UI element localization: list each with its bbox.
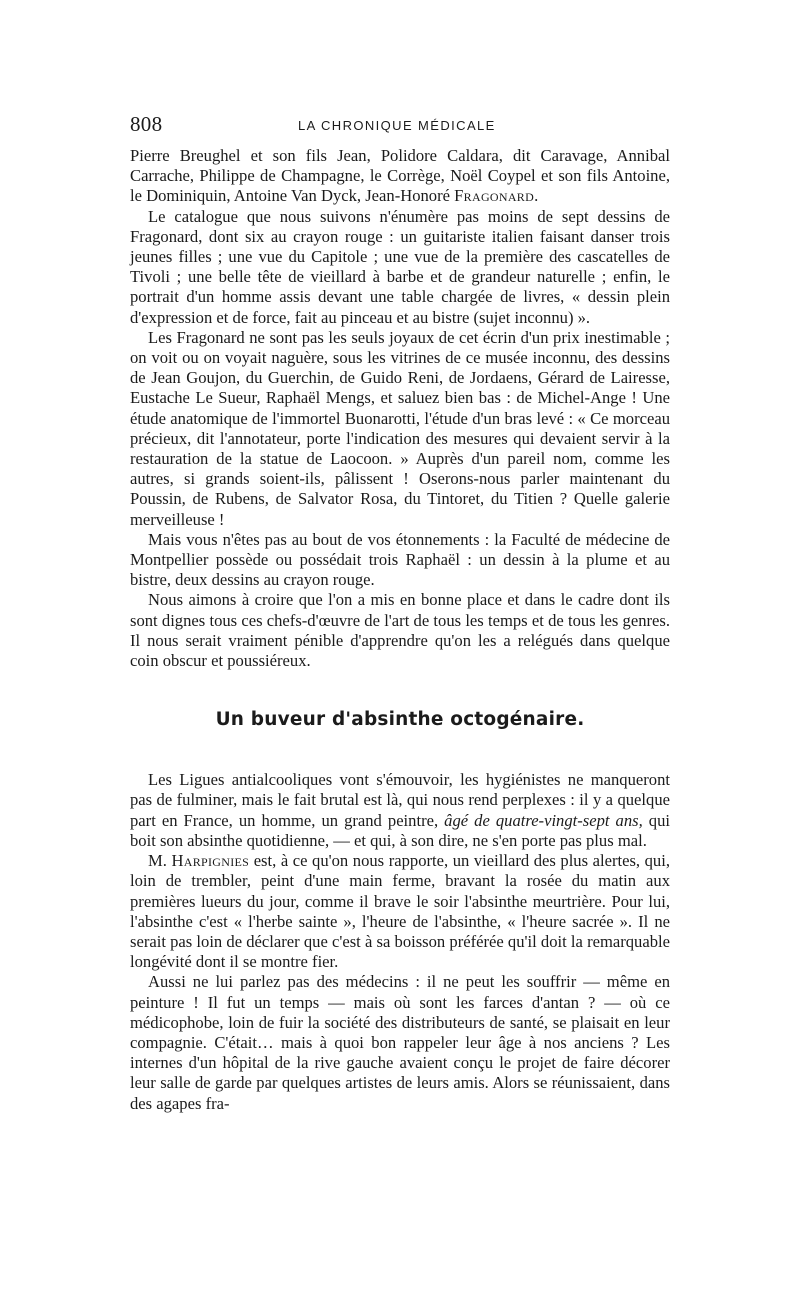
paragraph-prefix: M. xyxy=(148,851,172,871)
paragraph: Nous aimons à croire que l'on a mis en bonne place et dans le cadre dont ils sont dignes tous ces chefs-d'œuvre de l'art de tous les temps et de tous les genres. Il nous serait vraiment pénible d'apprendre qu'on les a relégués dans quelque coin obscur et poussiéreux. xyxy=(130,590,670,671)
person-name-smallcaps: Harpignies xyxy=(171,851,250,871)
paragraph-text: est, à ce qu'on nous rapporte, un vieillard des plus alertes, qui, loin de trembler, peint d'une main ferme, bravant la rosée du matin aux premières lueurs du jour, comme il brave le soir l'absinthe meurtrière. Pour lui, l'absinthe c'est « l'herbe sainte », l'heure de l'absinthe, « l'heure sacrée ». Il ne serait pas loin de déclarer que c'est à sa boisson préférée qu'il doit la remarquable longévité dont il se montre fier. xyxy=(130,851,670,972)
article-body xyxy=(130,770,670,1113)
article-continuation xyxy=(130,146,670,671)
italic-phrase: âgé de quatre-vingt-sept ans, xyxy=(444,810,643,830)
running-head xyxy=(130,112,670,142)
paragraph: Le catalogue que nous suivons n'énumère pas moins de sept dessins de Fragonard, dont six au crayon rouge : un guitariste italien faisant danser trois jeunes filles ; une vue du Capitole ; une vue de la première des cascatelles de Tivoli ; une belle tête de vieillard à barbe et de grandeur naturelle ; enfin, le portrait d'un homme assis devant une table chargée de livres, « dessin plein d'expression et de force, fait au pinceau et au bistre (sujet inconnu) ». xyxy=(130,206,670,327)
section-title: Un buveur d'absinthe octogénaire. xyxy=(215,709,585,731)
book-page xyxy=(130,112,670,1114)
paragraph xyxy=(130,146,670,207)
paragraph-text: Les Ligues antialcooliques vont s'émouvoir, les hygiénistes ne manqueront pas de fulminer, mais le fait brutal est là, qui nous rend perplexes : il y a quelque part en France, un homme, un grand peintre, xyxy=(130,770,670,830)
paragraph xyxy=(130,770,670,851)
artist-name-smallcaps: Fragonard. xyxy=(454,186,539,206)
paragraph xyxy=(130,851,670,972)
paragraph: Mais vous n'êtes pas au bout de vos étonnements : la Faculté de médecine de Montpellier possède ou possédait trois Raphaël : un dessin à la plume et au bistre, deux dessins au crayon rouge. xyxy=(130,529,670,590)
paragraph-text: Pierre Breughel et son fils Jean, Polidore Caldara, dit Caravage, Annibal Carrache, Philippe de Champagne, le Corrège, Noël Coypel et son fils Antoine, le Dominiquin, Antoine Van Dyck, Jean-Honoré xyxy=(130,146,670,206)
journal-title: LA CHRONIQUE MÉDICALE xyxy=(298,118,496,133)
paragraph: Aussi ne lui parlez pas des médecins : il ne peut les souffrir — même en peinture ! Il fut un temps — mais où sont les farces d'antan ? — où ce médicophobe, loin de fuir la société des distributeurs de santé, se plaisait en leur compagnie. C'était… mais à quoi bon rappeler leur âge à nos anciens ? Les internes d'un hôpital de la rive gauche avaient conçu le projet de faire décorer leur salle de garde par quelques artistes de leurs amis. Alors se réunissaient, dans des agapes fra- xyxy=(130,972,670,1113)
paragraph: Les Fragonard ne sont pas les seuls joyaux de cet écrin d'un prix inestimable ; on voit ou on voyait naguère, sous les vitrines de ce musée inconnu, des dessins de Jean Goujon, du Guerchin, de Guido Reni, de Jordaens, Gérard de Lairesse, Eustache Le Sueur, Raphaël Mengs, et saluez bien bas : de Michel-Ange ! Une étude anatomique de l'immortel Buonarotti, l'étude d'un bras levé : « Ce morceau précieux, dit l'annotateur, porte l'indication des mesures qui devaient servir à la restauration de la statue de Laocoon. » Auprès d'un pareil nom, comme les autres, si grands soient-ils, pâlissent ! Oserons-nous parler maintenant du Poussin, de Rubens, de Salvator Rosa, du Tintoret, du Titien ? Quelle galerie merveilleuse ! xyxy=(130,327,670,529)
page-number: 808 xyxy=(130,112,163,136)
paragraph-text: qui boit son absinthe quotidienne, — et qui, à son dire, ne s'en porte pas plus mal. xyxy=(130,810,671,850)
